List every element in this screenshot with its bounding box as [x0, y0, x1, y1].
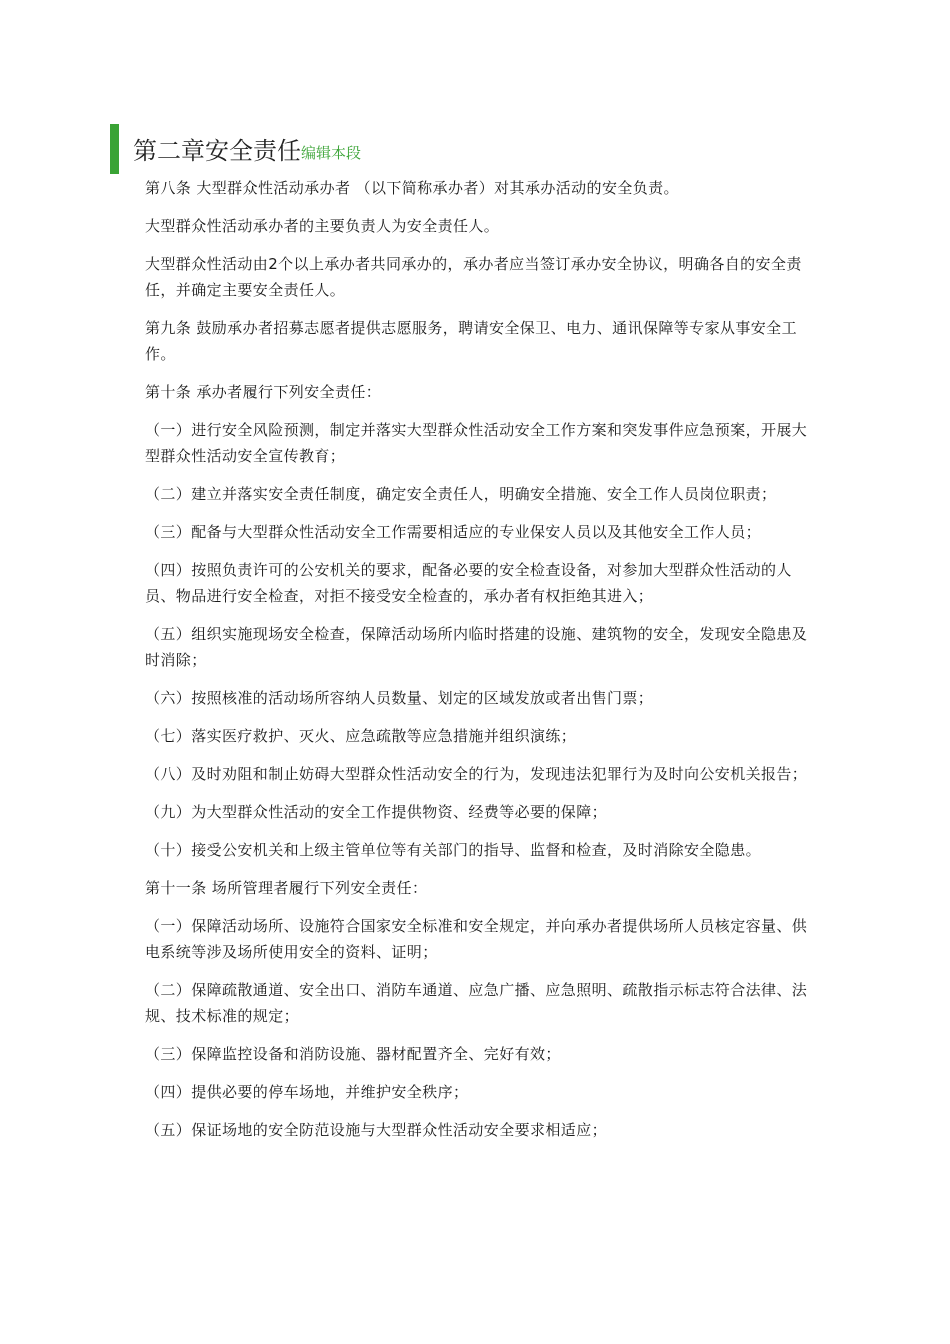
paragraph: 第九条 鼓励承办者招募志愿者提供志愿服务，聘请安全保卫、电力、通讯保障等专家从事安全工作。	[145, 319, 797, 363]
paragraph: （十）接受公安机关和上级主管单位等有关部门的指导、监督和检查，及时消除安全隐患。	[145, 841, 762, 859]
section-heading	[110, 124, 361, 174]
paragraph: 大型群众性活动承办者的主要负责人为安全责任人。	[145, 217, 500, 235]
section-title: 第二章安全责任	[133, 137, 301, 165]
paragraph: （二）建立并落实安全责任制度，确定安全责任人，明确安全措施、安全工作人员岗位职责；	[145, 485, 777, 503]
paragraph: 第十一条 场所管理者履行下列安全责任：	[145, 879, 428, 897]
article-body	[145, 175, 813, 1155]
paragraph: （三）保障监控设备和消防设施、器材配置齐全、完好有效；	[145, 1045, 561, 1063]
paragraph: 第十条 承办者履行下列安全责任：	[145, 383, 382, 401]
paragraph: （一）保障活动场所、设施符合国家安全标准和安全规定，并向承办者提供场所人员核定容量、供电系统等涉及场所使用安全的资料、证明；	[145, 917, 808, 961]
paragraph: （五）组织实施现场安全检查，保障活动场所内临时搭建的设施、建筑物的安全，发现安全隐患及时消除；	[145, 625, 808, 669]
heading-accent-bar	[110, 124, 119, 174]
paragraph: （二）保障疏散通道、安全出口、消防车通道、应急广播、应急照明、疏散指示标志符合法律、法规、技术标准的规定；	[145, 981, 808, 1025]
paragraph: （六）按照核准的活动场所容纳人员数量、划定的区域发放或者出售门票；	[145, 689, 654, 707]
paragraph: （五）保证场地的安全防范设施与大型群众性活动安全要求相适应；	[145, 1121, 608, 1139]
paragraph: （三）配备与大型群众性活动安全工作需要相适应的专业保安人员以及其他安全工作人员；	[145, 523, 762, 541]
paragraph: 第八条 大型群众性活动承办者 （以下简称承办者）对其承办活动的安全负责。	[145, 179, 679, 197]
paragraph: （四）按照负责许可的公安机关的要求，配备必要的安全检查设备，对参加大型群众性活动的人员、物品进行安全检查，对拒不接受安全检查的，承办者有权拒绝其进入；	[145, 561, 792, 605]
paragraph: （一）进行安全风险预测，制定并落实大型群众性活动安全工作方案和突发事件应急预案，开展大型群众性活动安全宣传教育；	[145, 421, 808, 465]
paragraph: 大型群众性活动由2个以上承办者共同承办的，承办者应当签订承办安全协议，明确各自的安全责任，并确定主要安全责任人。	[145, 255, 802, 299]
paragraph: （七）落实医疗救护、灭火、应急疏散等应急措施并组织演练；	[145, 727, 577, 745]
paragraph: （四）提供必要的停车场地，并维护安全秩序；	[145, 1083, 469, 1101]
paragraph: （九）为大型群众性活动的安全工作提供物资、经费等必要的保障；	[145, 803, 608, 821]
paragraph: （八）及时劝阻和制止妨碍大型群众性活动安全的行为，发现违法犯罪行为及时向公安机关报告；	[145, 765, 808, 783]
edit-section-link[interactable]: 编辑本段	[301, 144, 362, 162]
